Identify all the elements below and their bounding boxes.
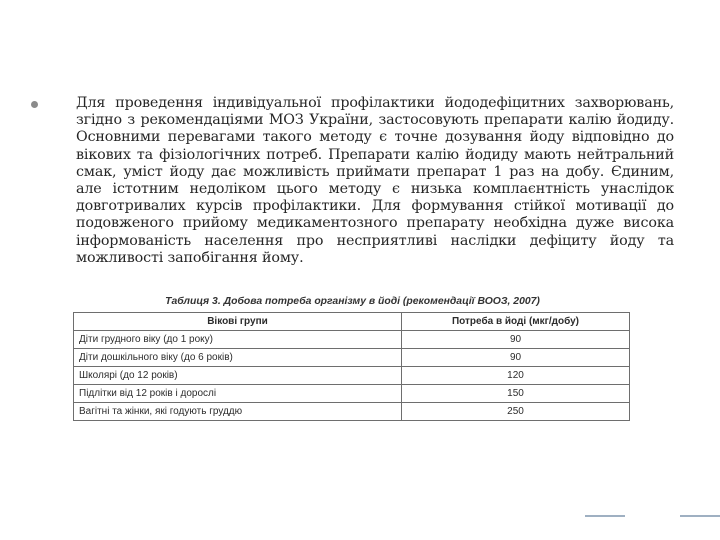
- age-group-cell: Вагітні та жінки, які годують груддю: [74, 403, 402, 421]
- footer-divider: [680, 515, 720, 517]
- table-caption: Таблиця 3. Добова потреба організму в йоді (рекомендації ВООЗ, 2007): [165, 296, 540, 307]
- header-age-groups: Вікові групи: [74, 313, 402, 331]
- age-group-cell: Школярі (до 12 років): [74, 367, 402, 385]
- iodine-need-cell: 90: [402, 331, 630, 349]
- table-row: [74, 349, 630, 367]
- bullet-icon: [31, 101, 38, 108]
- body-paragraph: Для проведення індивідуальної профілактики йододефіцитних захворювань, згідно з рекомендаціями МОЗ України, застосовують препарати калію йодиду. Основними перевагами такого методу є точне дозування йоду відповідно до вікових та фізіологічних потреб. Препарати калію йодиду мають нейтральний смак, уміст йоду дає можливість приймати препарат 1 раз на добу. Єдиним, але істотним недоліком цього методу є низька комплаєнтність унаслідок довготривалих курсів профілактики. Для формування стійкої мотивації до подовженого прийому медикаментозного препарату необхідна дуже висока інформованість населення про несприятливі наслідки дефіциту йоду та можливості запобігання йому.: [76, 95, 674, 266]
- table-row: [74, 367, 630, 385]
- age-group-cell: Діти дошкільного віку (до 6 років): [74, 349, 402, 367]
- iodine-need-cell: 90: [402, 349, 630, 367]
- age-group-cell: Підлітки від 12 років і дорослі: [74, 385, 402, 403]
- iodine-need-cell: 150: [402, 385, 630, 403]
- table-row: [74, 403, 630, 421]
- header-iodine-need: Потреба в йоді (мкг/добу): [402, 313, 630, 331]
- table-row: [74, 331, 630, 349]
- iodine-need-cell: 120: [402, 367, 630, 385]
- table-header-row: [74, 313, 630, 331]
- table-row: [74, 385, 630, 403]
- age-group-cell: Діти грудного віку (до 1 року): [74, 331, 402, 349]
- iodine-dose-table: [73, 312, 630, 421]
- footer-divider: [585, 515, 625, 517]
- iodine-need-cell: 250: [402, 403, 630, 421]
